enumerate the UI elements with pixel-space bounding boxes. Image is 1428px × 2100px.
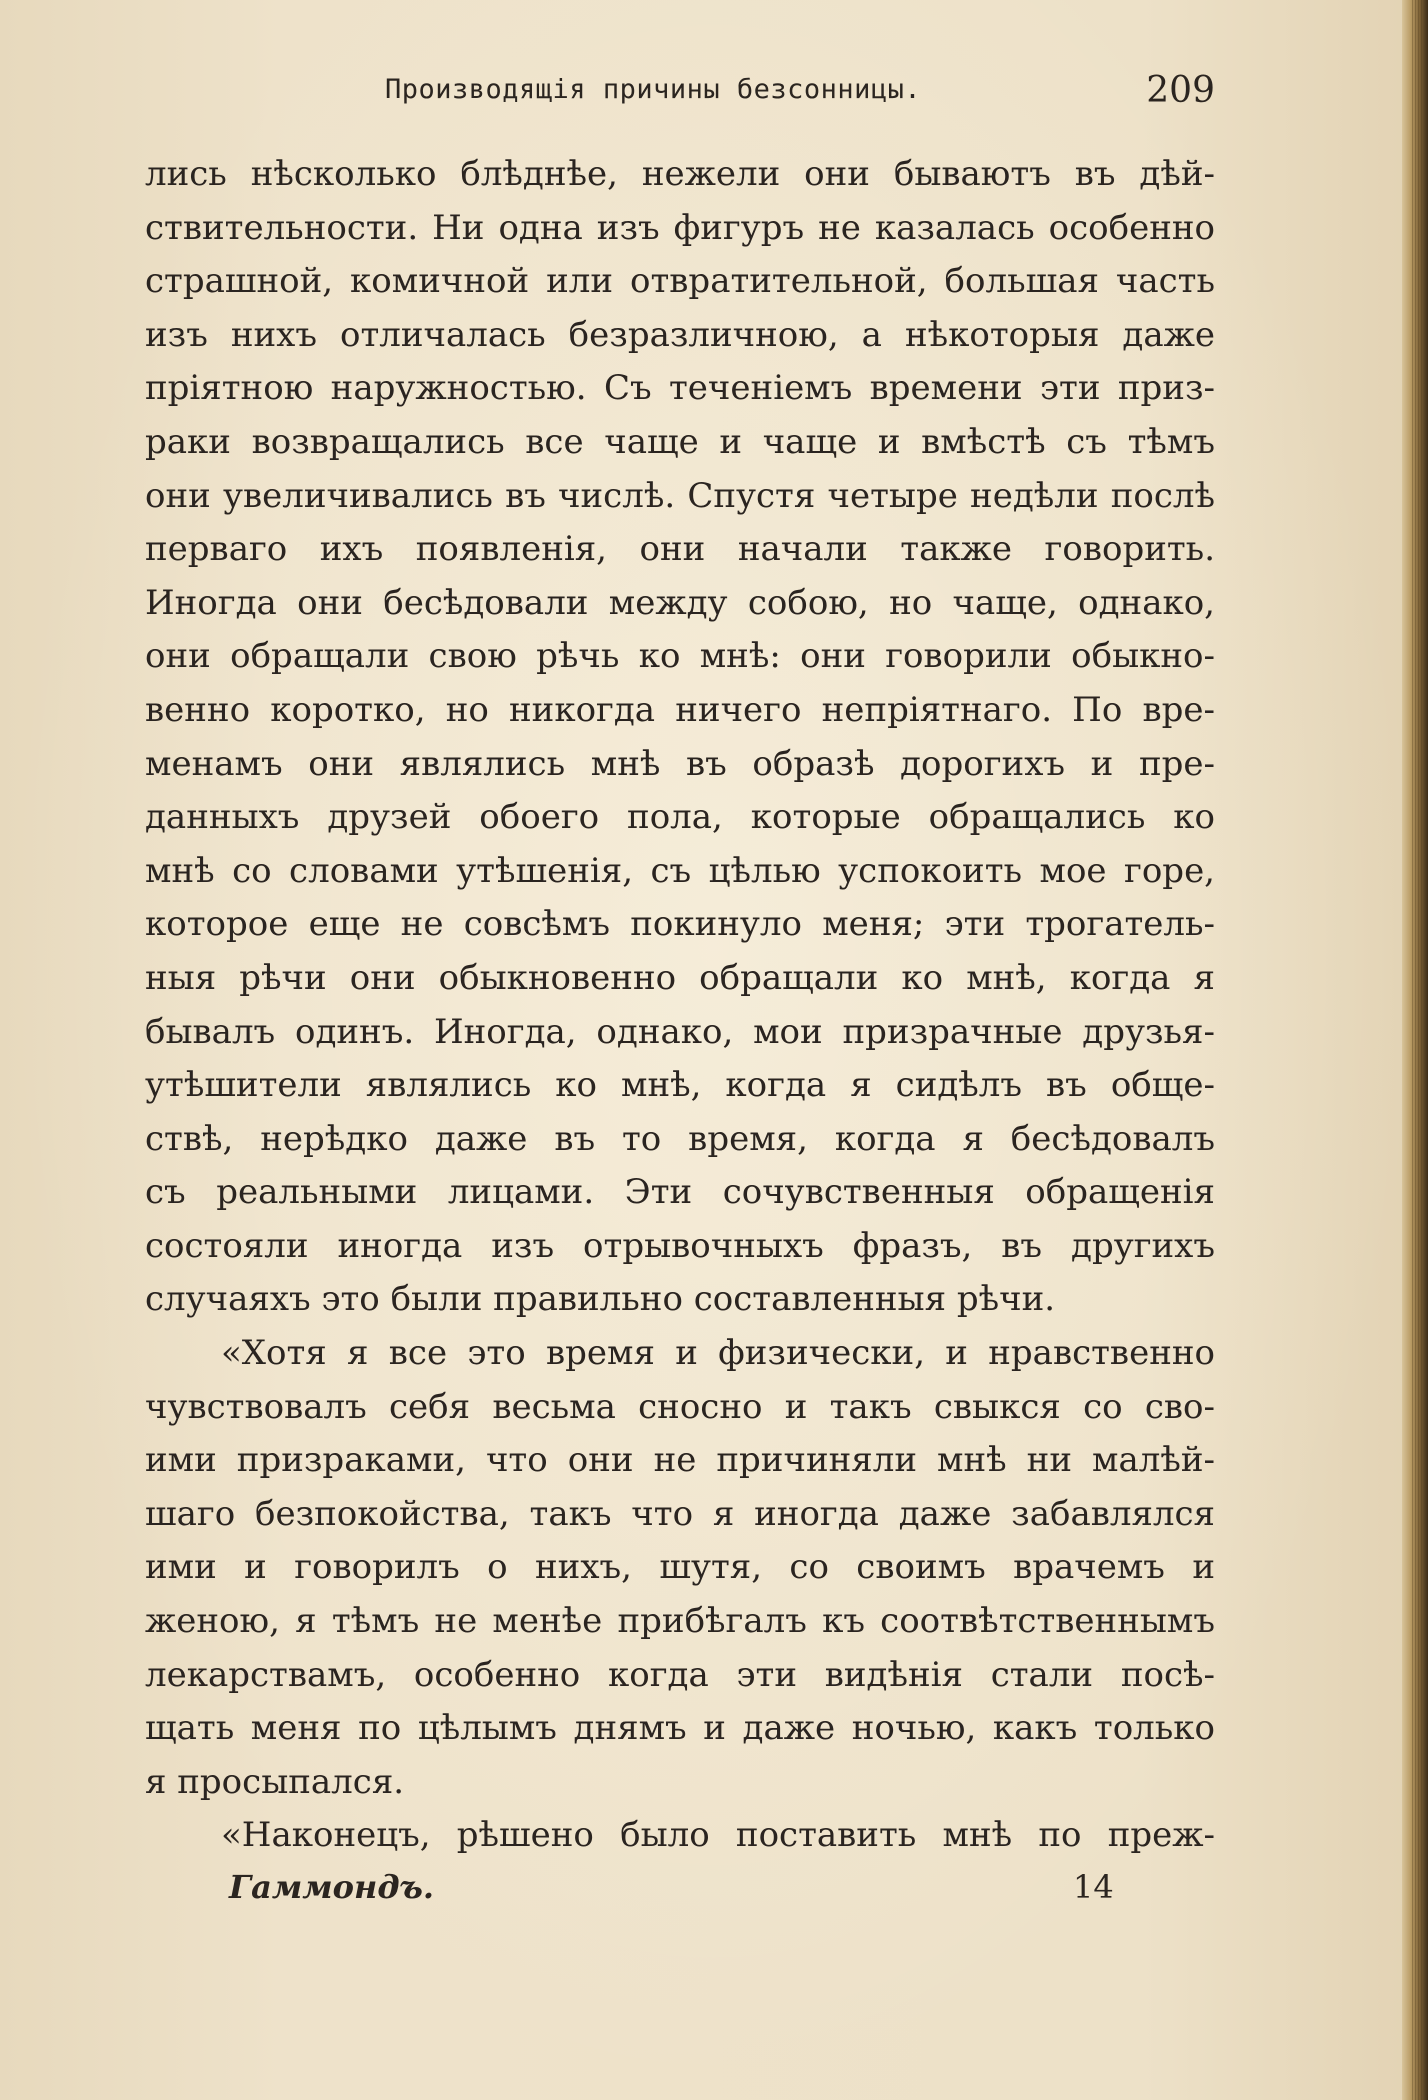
paragraph-start-line: «Наконецъ, рѣшено было поставить мнѣ по преж- (221, 1815, 1215, 1856)
text-line: я просыпался. (145, 1761, 405, 1802)
text-line: случаяхъ это были правильно составленныя рѣчи. (145, 1279, 1056, 1320)
text-line: ствительности. Ни одна изъ фигуръ не казалась особенно (145, 207, 1215, 248)
text-line: щать меня по цѣлымъ днямъ и даже ночью, какъ только (145, 1708, 1215, 1749)
text-line: менамъ они являлись мнѣ въ образѣ дорогихъ и пре- (145, 743, 1215, 784)
text-line: шаго безпокойства, такъ что я иногда даже забавлялся (145, 1493, 1215, 1534)
text-line: изъ нихъ отличалась безразличною, а нѣкоторыя даже (145, 314, 1215, 355)
signature-number: 14 (1073, 1868, 1114, 1906)
text-line: ствѣ, нерѣдко даже въ то время, когда я бесѣдовалъ (145, 1118, 1215, 1159)
text-line: Иногда они бесѣдовали между собою, но чаще, однако, (145, 582, 1215, 623)
text-line: которое еще не совсѣмъ покинуло меня; эти трогатель- (145, 904, 1215, 945)
body-text (145, 148, 1215, 1863)
text-line: они увеличивались въ числѣ. Спустя четыре недѣли послѣ (145, 475, 1215, 516)
text-line: ими и говорилъ о нихъ, шутя, со своимъ врачемъ и (145, 1547, 1215, 1588)
text-line: перваго ихъ появленія, они начали также говорить. (145, 529, 1215, 570)
text-line: пріятною наружностью. Съ теченіемъ времени эти приз- (145, 368, 1215, 409)
page-edge (1402, 0, 1428, 2100)
text-line: утѣшители являлись ко мнѣ, когда я сидѣлъ въ обще- (145, 1065, 1215, 1106)
page-number: 209 (1146, 70, 1215, 111)
text-line: лекарствамъ, особенно когда эти видѣнія стали посѣ- (145, 1654, 1215, 1695)
text-line: ими призраками, что они не причиняли мнѣ ни малѣй- (145, 1440, 1215, 1481)
running-title: Производящія причины безсонницы. (385, 74, 922, 105)
text-line: данныхъ друзей обоего пола, которые обращались ко (145, 797, 1215, 838)
text-line: чувствовалъ себя весьма сносно и такъ свыкся со сво- (145, 1386, 1215, 1427)
page-edge-texture (1412, 0, 1422, 2100)
text-line: мнѣ со словами утѣшенія, съ цѣлью успокоить мое горе, (145, 850, 1215, 891)
text-line: съ реальными лицами. Эти сочувственныя обращенія (145, 1172, 1215, 1213)
text-line: они обращали свою рѣчь ко мнѣ: они говорили обыкно- (145, 636, 1215, 677)
text-line: ныя рѣчи они обыкновенно обращали ко мнѣ, когда я (145, 957, 1215, 998)
page-header (145, 70, 1215, 120)
signature-mark: Гаммондъ. (229, 1868, 434, 1906)
text-line: раки возвращались все чаще и чаще и вмѣстѣ съ тѣмъ (145, 421, 1215, 462)
text-line: состояли иногда изъ отрывочныхъ фразъ, въ другихъ (145, 1225, 1215, 1266)
text-line: венно коротко, но никогда ничего непріятнаго. По вре- (145, 689, 1215, 730)
text-line: бывалъ одинъ. Иногда, однако, мои призрачные друзья- (145, 1011, 1215, 1052)
text-line: страшной, комичной или отвратительной, большая часть (145, 261, 1215, 302)
text-line: женою, я тѣмъ не менѣе прибѣгалъ къ соотвѣтственнымъ (145, 1601, 1215, 1642)
text-line: лись нѣсколько блѣднѣе, нежели они бываютъ въ дѣй- (145, 154, 1215, 194)
page-footer (145, 1868, 1215, 1918)
paragraph-start-line: «Хотя я все это время и физически, и нравственно (221, 1333, 1215, 1374)
